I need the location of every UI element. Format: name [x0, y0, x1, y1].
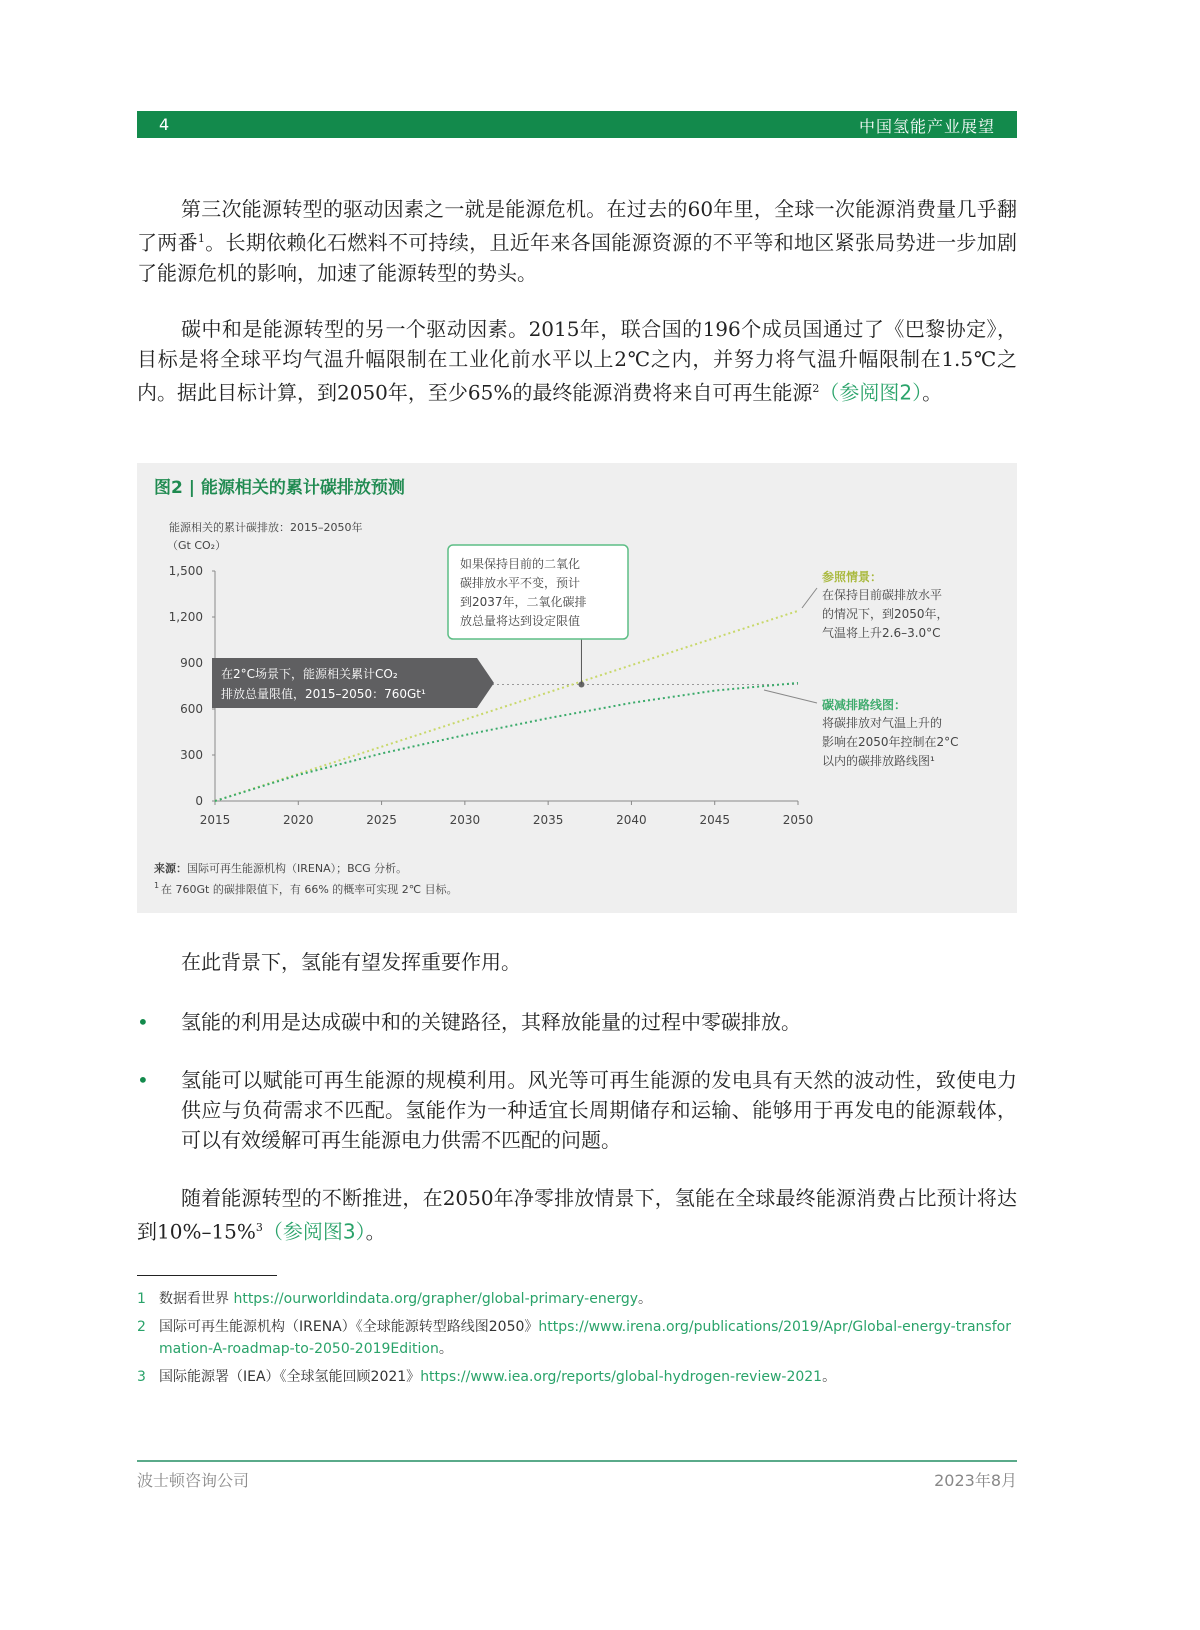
footer-company: 波士顿咨询公司 — [137, 1471, 250, 1490]
limit-box-text: 排放总量限值，2015–2050：760Gt¹ — [221, 687, 426, 701]
text: 氢能的利用是达成碳中和的关键路径，其释放能量的过程中零碳排放。 — [181, 1010, 801, 1034]
footnote-2 — [137, 1316, 1017, 1360]
footnote-number: 1 — [137, 1291, 146, 1307]
footer-date: 2023年8月 — [934, 1471, 1017, 1490]
reference-text: 气温将上升2.6–3.0°C — [822, 626, 941, 640]
bullet-1 — [137, 1007, 1017, 1037]
cumulative-emissions-chart — [137, 463, 1017, 913]
callout-text: 放总量将达到设定限值 — [460, 614, 581, 628]
paragraph-2 — [137, 314, 1017, 408]
text: 。长期依赖化石燃料不可持续，且近年来各国能源资源的不平等和地区紧张局势进一步加剧了能源危机的影响，加速了能源转型的势头。 — [137, 230, 1018, 285]
text: 国际能源署（IEA）《全球氢能回顾2021》 — [159, 1369, 421, 1385]
y-tick-label: 900 — [180, 656, 203, 670]
text: 。 — [638, 1291, 652, 1307]
x-tick-label: 2050 — [782, 813, 814, 827]
paragraph-1 — [137, 194, 1017, 288]
y-axis-label: 能源相关的累计碳排放：2015–2050年 — [169, 521, 363, 534]
y-tick-label: 1,500 — [168, 564, 203, 578]
footnote-ref[interactable]: 1 — [197, 232, 205, 245]
footnote-1 — [137, 1288, 1017, 1310]
bullet-icon: • — [137, 1010, 149, 1034]
footnote-link[interactable]: https://www.iea.org/reports/global-hydrogen-review-2021 — [420, 1369, 823, 1385]
figure-title: 图2 | 能源相关的累计碳排放预测 — [154, 478, 405, 498]
text: 第三次能源转型的驱动因素之一就是能源危机。在过去的60年里，全球一次能源消费量几乎翻了两番 — [137, 197, 1017, 255]
text: 。 — [438, 1341, 453, 1357]
x-tick-label: 2025 — [366, 813, 397, 827]
page-number: 4 — [159, 115, 170, 134]
text: 碳中和是能源转型的另一个驱动因素。2015年，联合国的196个成员国通过了《巴黎协定》，目标是将全球平均气温升幅限制在工业化前水平以上2℃之内，并努力将气温升幅限制在1.5℃之内。据此目标计算，到2050年，至少65%的最终能源消费将来自可再生能源 — [137, 317, 1017, 405]
footnote-ref[interactable]: 2 — [812, 382, 820, 395]
roadmap-leader — [764, 690, 817, 703]
roadmap-text: 以内的碳排放路线图¹ — [822, 754, 935, 768]
roadmap-text: 影响在2050年控制在2°C — [822, 735, 959, 749]
bullet-icon: • — [137, 1068, 149, 1092]
text: 氢能可以赋能可再生能源的规模利用。风光等可再生能源的发电具有天然的波动性，致使电力供应与负荷需求不匹配。氢能作为一种适宜长周期储存和运输、能够用于再发电的能源载体，可以有效缓解可再生能源电力供需不匹配的问题。 — [181, 1068, 1017, 1152]
y-tick-label: 0 — [195, 794, 203, 808]
paragraph-3: 在此背景下，氢能有望发挥重要作用。 — [181, 950, 521, 974]
figure-link[interactable]: （参阅图3） — [262, 1219, 366, 1244]
footnote-3 — [137, 1366, 1017, 1388]
footnote-divider — [137, 1275, 277, 1276]
x-tick-label: 2035 — [532, 813, 564, 827]
y-tick-label: 1,200 — [168, 610, 203, 624]
roadmap-label: 碳减排路线图： — [822, 698, 907, 712]
reference-text: 在保持目前碳排放水平 — [822, 588, 943, 602]
text: 。 — [822, 1369, 837, 1385]
callout-text: 到2037年，二氧化碳排 — [460, 595, 587, 609]
footer-divider — [137, 1460, 1017, 1462]
figure-note-sup: 1 — [154, 881, 160, 890]
footnote-number: 3 — [137, 1369, 146, 1385]
x-tick-label: 2020 — [283, 813, 314, 827]
x-tick-label: 2045 — [699, 813, 730, 827]
footnote-link[interactable]: https://ourworldindata.org/grapher/global-primary-energy — [233, 1291, 638, 1307]
x-tick-label: 2030 — [449, 813, 481, 827]
page-header — [137, 111, 1017, 138]
text: 国际可再生能源机构（IRENA）《全球能源转型路线图2050》 — [159, 1319, 539, 1335]
roadmap-text: 将碳排放对气温上升的 — [822, 716, 943, 730]
y-axis-unit: （Gt CO₂） — [167, 539, 227, 552]
x-tick-label: 2040 — [616, 813, 647, 827]
reference-label: 参照情景： — [822, 570, 883, 584]
figure-link[interactable]: （参阅图2） — [819, 380, 923, 405]
y-tick-label: 600 — [180, 702, 203, 716]
footnote-number: 2 — [137, 1319, 146, 1335]
x-tick-label: 2015 — [199, 813, 231, 827]
figure-2 — [137, 463, 1017, 913]
ref-leader — [802, 588, 817, 608]
limit-box-text: 在2°C场景下，能源相关累计CO₂ — [221, 667, 398, 681]
paragraph-4 — [137, 1183, 1017, 1247]
reference-text: 的情况下，到2050年， — [822, 607, 949, 621]
callout-text: 碳排放水平不变，预计 — [460, 576, 581, 590]
y-tick-label: 300 — [180, 748, 203, 762]
footnote-link[interactable]: https://www.irena.org/publications/2019/Apr/Global-energy-transformation-A-roadmap-to-2050-2019Edition — [159, 1319, 1011, 1357]
text: 随着能源转型的不断推进，在2050年净零排放情景下，氢能在全球最终能源消费占比预计将达到10%–15% — [137, 1186, 1017, 1244]
footnote-ref[interactable]: 3 — [255, 1221, 263, 1234]
bullet-2 — [137, 1065, 1017, 1155]
text: 数据看世界 — [159, 1291, 234, 1307]
figure-source: 来源：国际可再生能源机构（IRENA）；BCG 分析。 — [154, 862, 408, 875]
text: 。 — [922, 380, 943, 405]
report-title: 中国氢能产业展望 — [858, 117, 995, 136]
callout-text: 如果保持目前的二氧化 — [460, 557, 581, 571]
figure-note: 在 760Gt 的碳排限值下，有 66% 的概率可实现 2℃ 目标。 — [161, 883, 458, 896]
text: 。 — [365, 1219, 386, 1244]
